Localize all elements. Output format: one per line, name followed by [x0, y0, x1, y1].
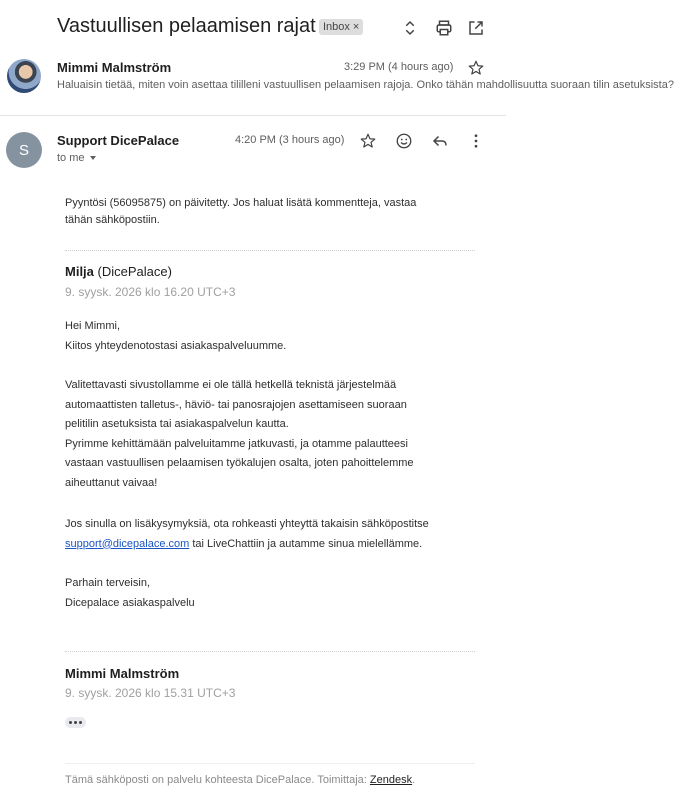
author-name: Milja — [65, 264, 94, 279]
message-time: 3:29 PM (4 hours ago) — [344, 61, 454, 73]
body-line: Pyrimme kehittämään palveluitamme jatkuvasti, ja otamme palautteesi — [65, 437, 408, 450]
reply-icon[interactable] — [428, 129, 452, 153]
reply-greeting — [65, 317, 286, 356]
body-line: Valitettavasti sivustollamme ei ole tällä hetkellä teknistä järjestelmää — [65, 379, 397, 391]
body-line: Dicepalace asiakaspalvelu — [65, 596, 195, 609]
body-line: vastaan vastuullisen pelaamisen työkalujen osalta, joten pahoittelemme — [65, 457, 414, 469]
label-chip-inbox[interactable] — [319, 19, 363, 35]
reply-paragraph — [65, 376, 414, 493]
open-in-new-window-icon[interactable] — [464, 16, 488, 40]
recipient-details-toggle[interactable] — [57, 152, 96, 164]
support-email-link[interactable]: support@dicepalace.com — [65, 537, 190, 550]
email-footer — [65, 774, 415, 786]
body-line: tähän sähköpostiin. — [65, 213, 160, 226]
quoted-author — [65, 666, 179, 681]
message-snippet: Haluaisin tietää, miten voin asettaa tililleni vastuullisen pelaamisen rajoja. Onko tähän mahdollisuutta suoraan tilin asetuksista? — [57, 79, 674, 91]
recipient-label: to me — [57, 152, 85, 164]
quoted-date: 9. syysk. 2026 klo 15.31 UTC+3 — [65, 686, 236, 700]
body-line: Pyyntösi (56095875) on päivitetty. Jos haluat lisätä kommentteja, vastaa — [65, 197, 417, 209]
thread-header — [0, 0, 506, 56]
more-vert-icon[interactable] — [464, 129, 488, 153]
body-line: aiheuttanut vaivaa! — [65, 476, 158, 489]
footer-end: . — [412, 774, 416, 786]
avatar — [7, 59, 41, 93]
body-line: pelitilin asetuksista tai asiakaspalvelun kautta. — [65, 418, 289, 430]
print-icon[interactable] — [432, 16, 456, 40]
message-time: 4:20 PM (3 hours ago) — [235, 134, 345, 146]
avatar: S — [6, 132, 42, 168]
divider — [0, 115, 506, 116]
footer-text: Tämä sähköposti on palvelu kohteesta DicePalace. Toimittaja: — [65, 774, 370, 786]
reply-author — [65, 264, 172, 279]
star-icon[interactable] — [464, 56, 488, 80]
emoji-react-icon[interactable] — [392, 129, 416, 153]
expand-collapse-icon[interactable] — [398, 16, 422, 40]
reply-contact — [65, 515, 429, 554]
thread-subject: Vastuullisen pelaamisen rajat — [57, 15, 316, 37]
show-trimmed-content-button[interactable] — [65, 717, 86, 728]
dotted-divider — [65, 250, 475, 251]
reply-signoff — [65, 574, 195, 613]
remove-label-icon[interactable]: × — [352, 21, 360, 33]
star-icon[interactable] — [356, 129, 380, 153]
author-name: Mimmi Malmström — [65, 666, 180, 681]
sender-name: Support DicePalace — [57, 133, 180, 148]
body-line: Jos sinulla on lisäkysymyksiä, ota rohkeasti yhteyttä takaisin sähköpostitse — [65, 518, 429, 530]
dotted-divider — [65, 651, 475, 652]
zendesk-link[interactable]: Zendesk — [369, 774, 413, 786]
body-text-span: tai LiveChattiin ja autamme sinua mielellämme. — [189, 537, 423, 550]
footer-divider — [65, 763, 475, 764]
reply-date: 9. syysk. 2026 klo 16.20 UTC+3 — [65, 285, 236, 299]
update-notice — [65, 194, 416, 230]
body-line: Hei Mimmi, — [65, 320, 120, 332]
body-line — [65, 535, 429, 555]
sender-name: Mimmi Malmström — [57, 60, 172, 75]
body-line: automaattisten talletus-, häviö- tai panosrajojen asettamiseen suoraan — [65, 398, 407, 411]
author-org: (DicePalace) — [97, 264, 172, 279]
chevron-down-icon — [90, 156, 96, 160]
label-chip-text: Inbox — [323, 21, 350, 33]
body-line: Parhain terveisin, — [65, 577, 150, 589]
body-line: Kiitos yhteydenotostasi asiakaspalveluumme. — [65, 339, 287, 352]
